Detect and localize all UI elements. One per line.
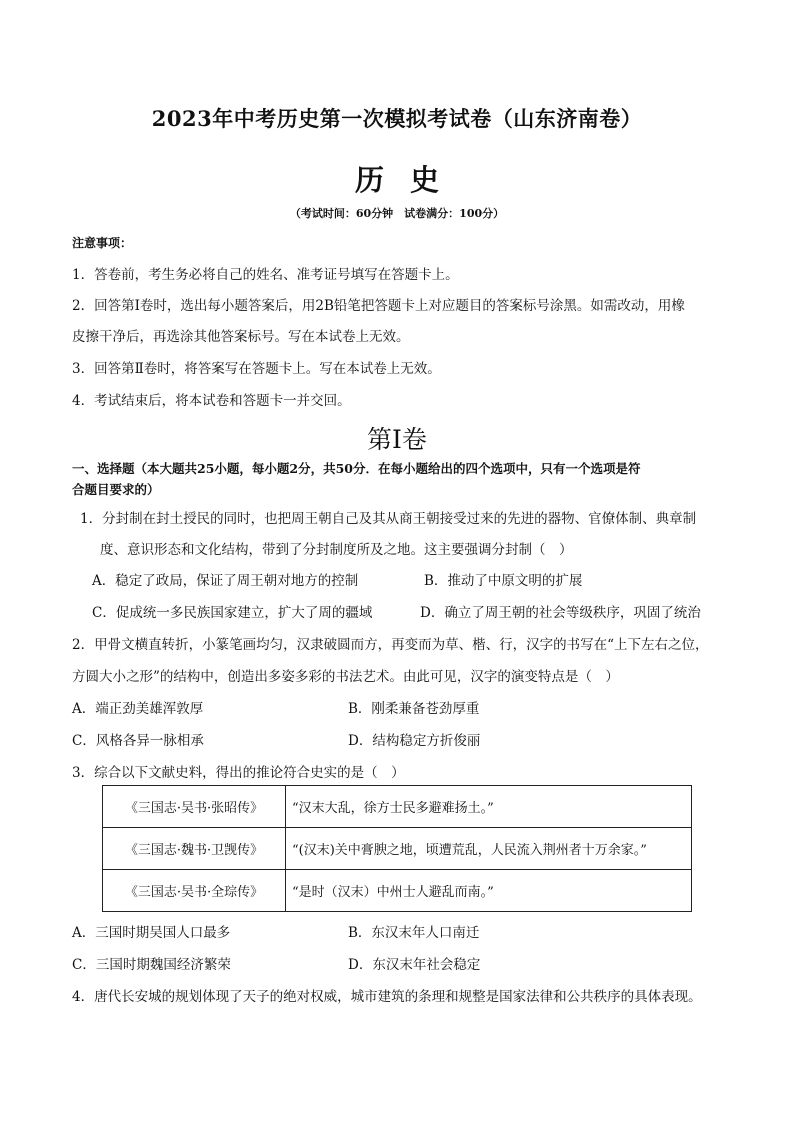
section-heading: 第Ⅰ卷	[367, 425, 427, 454]
question-3-option-d: D．东汉末年社会稳定	[348, 957, 481, 973]
question-3-option-a: A．三国时期吴国人口最多	[72, 925, 231, 941]
source-book-cell: 《三国志·吴书·张昭传》	[103, 786, 286, 828]
table-row	[103, 828, 692, 870]
source-quote-cell: “(汉末)关中膏腴之地，顷遭荒乱，人民流入荆州者十万余家。”	[286, 828, 692, 870]
notice-heading: 注意事项：	[72, 236, 133, 250]
exam-time-and-score: （考试时间：60分钟 试卷满分：100分）	[289, 207, 505, 220]
question-2-stem: 2．甲骨文横直转折，小篆笔画均匀，汉隶破圆而方，再变而为草、楷、行，汉字的书写在“上下左右之位，	[72, 637, 709, 653]
notice-item-2: 2．回答第Ⅰ卷时，选出每小题答案后，用2B铅笔把答题卡上对应题目的答案标号涂黑。如需改动，用橡	[72, 298, 685, 314]
question-1-option-b: B．推动了中原文明的扩展	[424, 573, 583, 589]
question-3-option-b: B．东汉末年人口南迁	[348, 925, 480, 941]
part-one-instructions-continued: 合题目要求的）	[72, 482, 160, 497]
question-1-stem-continued: 度、意识形态和文化结构，带到了分封制度所及之地。这主要强调分封制（ ）	[100, 542, 573, 558]
question-1-option-a: A．稳定了政局，保证了周王朝对地方的控制	[92, 573, 359, 589]
question-2-stem-continued: 方圆大小之形”的结构中，创造出多姿多彩的书法艺术。由此可见，汉字的演变特点是（ ）	[72, 669, 619, 685]
question-1-option-d: D．确立了周王朝的社会等级秩序，巩固了统治	[420, 605, 701, 621]
source-quote-cell: “汉末大乱，徐方士民多避难扬土。”	[286, 786, 692, 828]
subject-heading: 历史	[354, 163, 465, 197]
notice-item-1: 1．答卷前，考生务必将自己的姓名、准考证号填写在答题卡上。	[72, 267, 459, 283]
question-3-stem: 3．综合以下文献史料，得出的推论符合史实的是（ ）	[72, 765, 405, 781]
question-1-option-c: C．促成统一多民族国家建立，扩大了周的疆域	[92, 605, 373, 621]
source-quote-cell: “是时（汉末）中州士人避乱而南。”	[286, 870, 692, 912]
table-row	[103, 786, 692, 828]
notice-item-3: 3．回答第Ⅱ卷时，将答案写在答题卡上。写在本试卷上无效。	[72, 361, 441, 377]
source-book-cell: 《三国志·吴书·全琮传》	[103, 870, 286, 912]
question-3-option-c: C．三国时期魏国经济繁荣	[72, 957, 231, 973]
question-2-option-d: D．结构稳定方折俊丽	[348, 733, 481, 749]
part-one-instructions: 一、选择题（本大题共25小题，每小题2分，共50分．在每小题给出的四个选项中，只有一个选项是符	[72, 461, 641, 476]
question-4-stem: 4．唐代长安城的规划体现了天子的绝对权威，城市建筑的条理和规整是国家法律和公共秩序的具体表现。	[72, 989, 702, 1005]
exam-title: 2023年中考历史第一次模拟考试卷（山东济南卷）	[151, 106, 643, 131]
source-book-cell: 《三国志·魏书·卫觊传》	[103, 828, 286, 870]
table-row	[103, 870, 692, 912]
historical-sources-table	[102, 785, 692, 912]
notice-item-4: 4．考试结束后，将本试卷和答题卡一并交回。	[72, 393, 351, 409]
question-2-option-a: A．端正劲美雄浑敦厚	[72, 701, 204, 717]
question-2-option-b: B．刚柔兼备苍劲厚重	[348, 701, 480, 717]
question-1-stem: 1．分封制在封土授民的同时，也把周王朝自己及其从商王朝接受过来的先进的器物、官僚体制、典章制	[80, 511, 697, 527]
question-2-option-c: C．风格各异一脉相承	[72, 733, 204, 749]
notice-item-2-continued: 皮擦干净后，再选涂其他答案标号。写在本试卷上无效。	[72, 329, 410, 345]
